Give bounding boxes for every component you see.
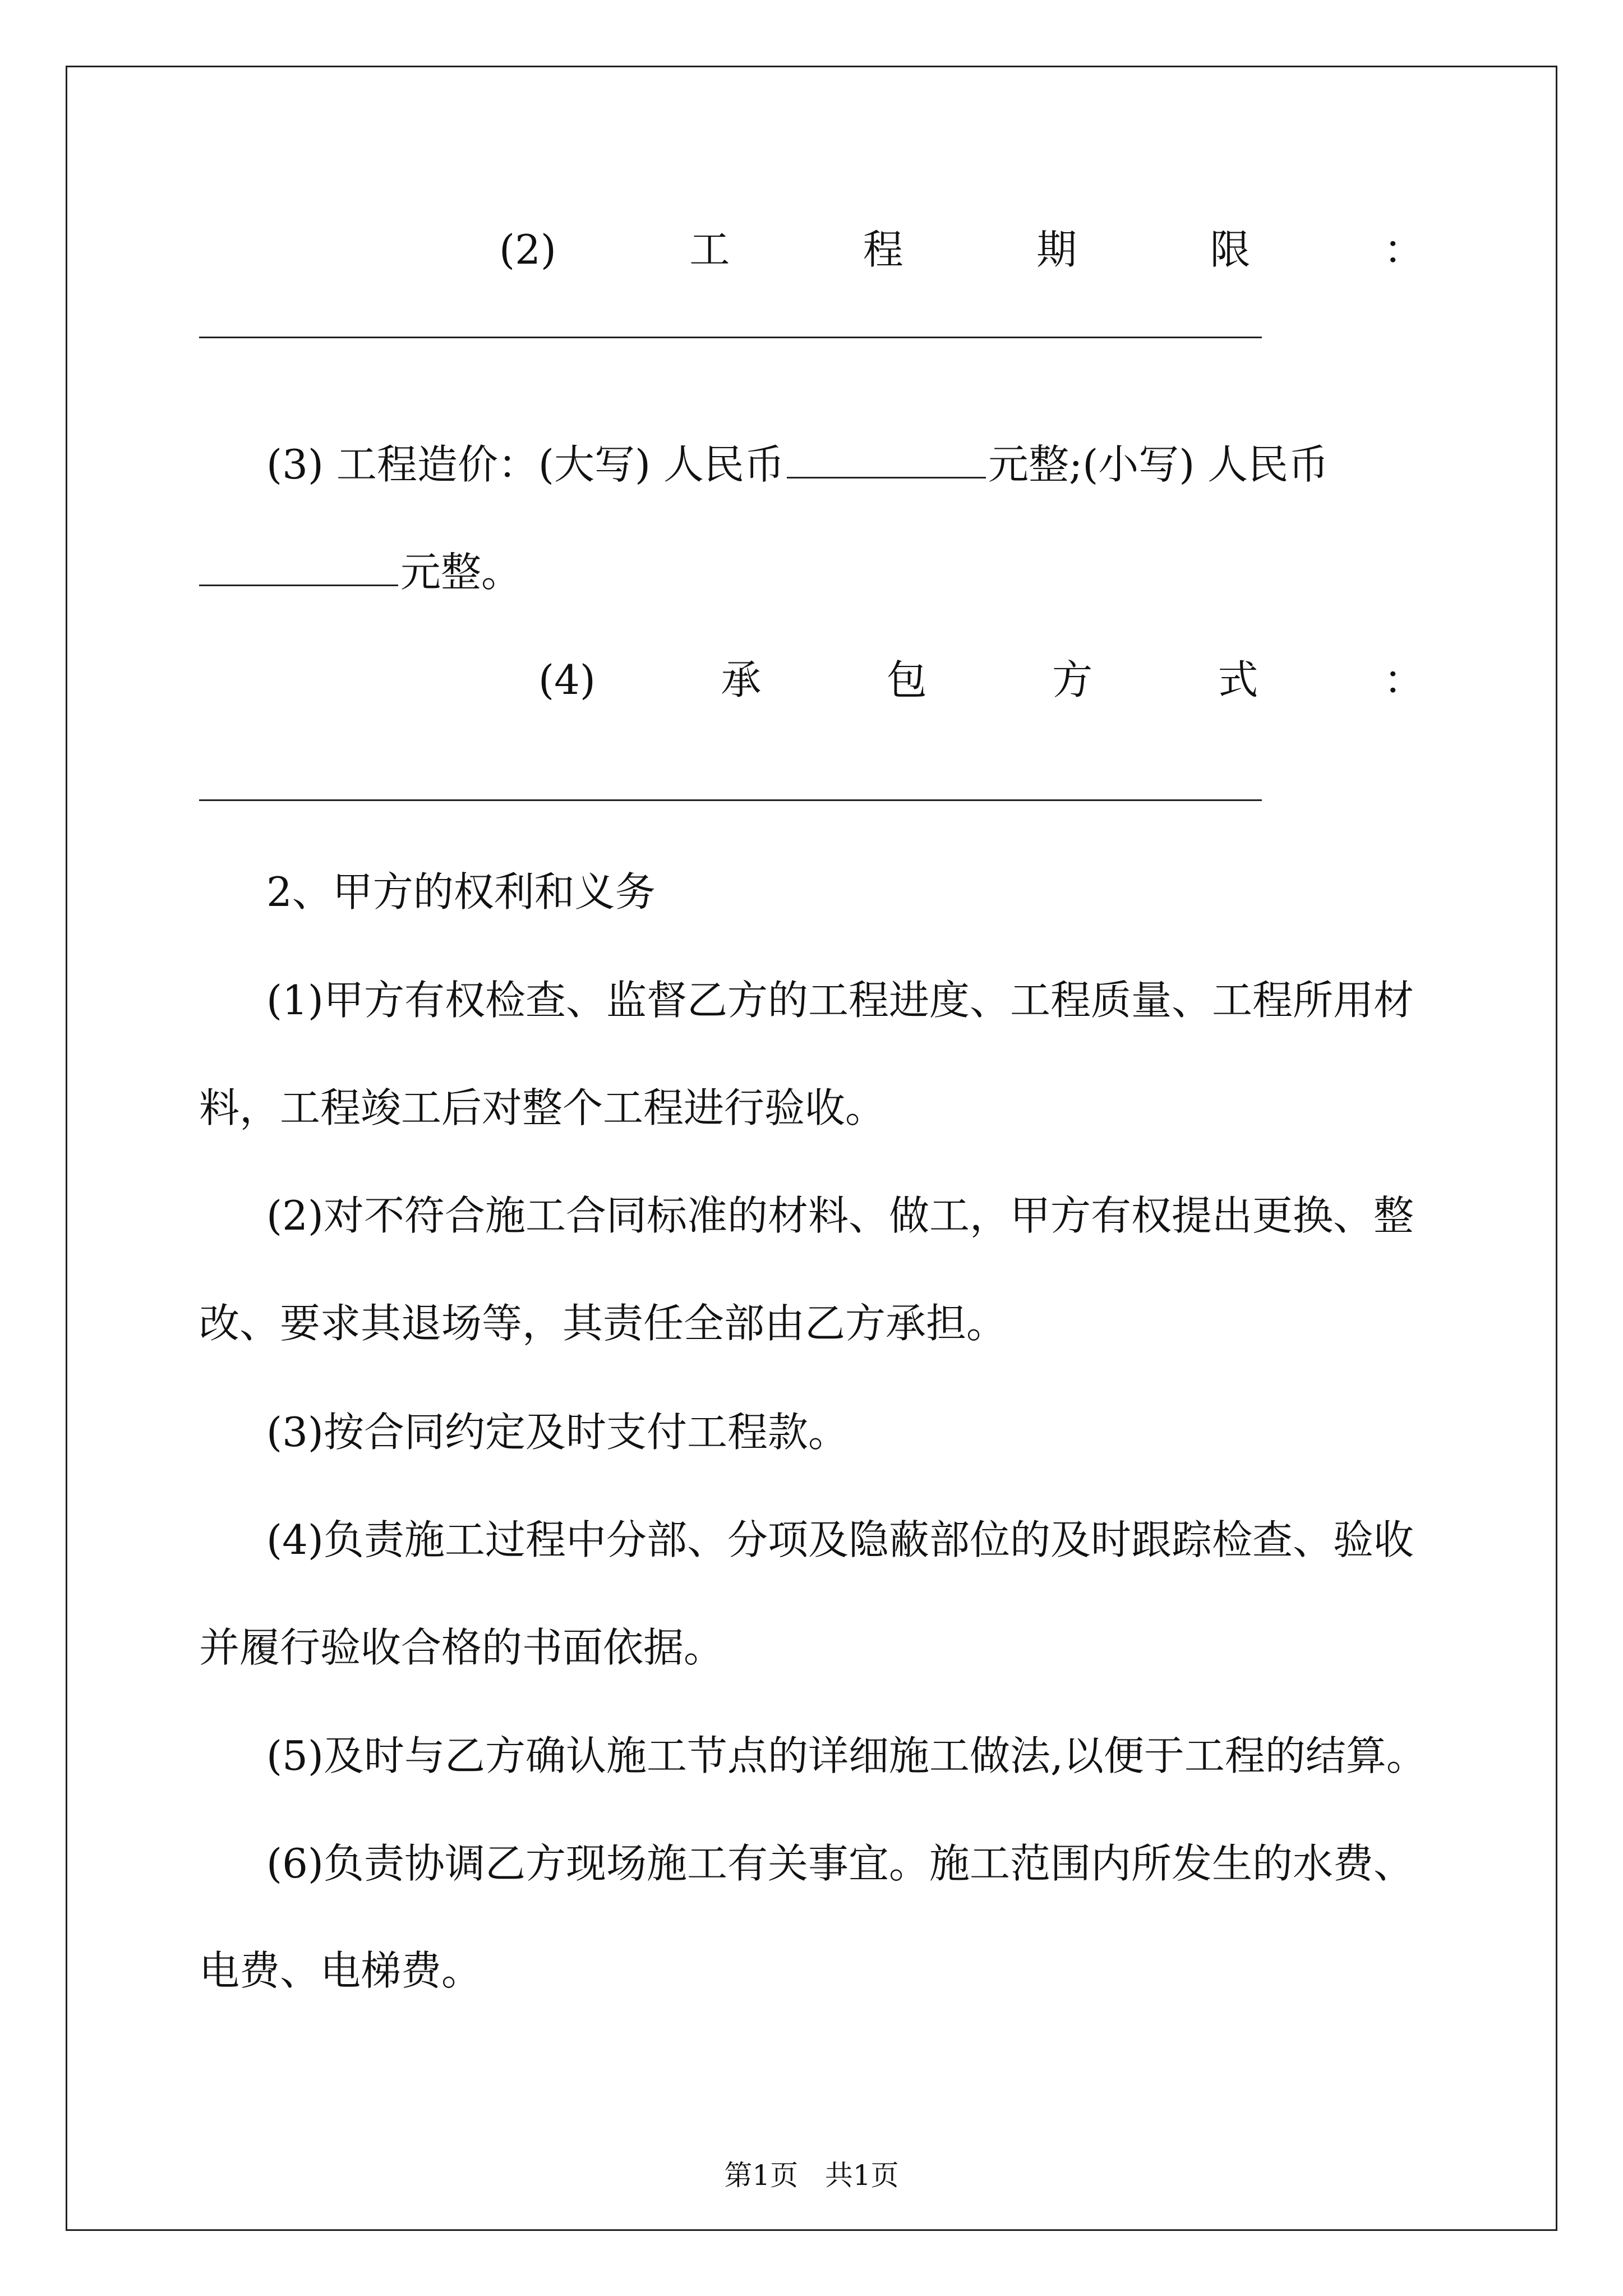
item-period-number: (2) (499, 226, 556, 273)
section2-p2-line2: 改、要求其退场等，其责任全部由乙方承担。 (199, 1300, 1007, 1347)
item-method-char: 包 (886, 656, 927, 703)
page-border (66, 66, 1557, 2231)
item-period-char: 期 (1036, 226, 1077, 273)
item-method-blank-rule (199, 799, 1262, 801)
item-price-line-1 (266, 439, 1424, 490)
item-method-number: (4) (538, 656, 596, 703)
section2-p4-line1: (4)负责施工过程中分部、分项及隐蔽部位的及时跟踪检查、验收 (266, 1516, 1414, 1563)
item-period-blank-rule (199, 337, 1262, 338)
item-period-line (499, 224, 1424, 275)
item-price-text-c: 元整。 (400, 549, 522, 596)
section2-p5: (5)及时与乙方确认施工节点的详细施工做法,以便于工程的结算。 (266, 1732, 1427, 1779)
section2-p1-line2: 料，工程竣工后对整个工程进行验收。 (199, 1084, 886, 1131)
item-price-text-b: 元整;(小写) 人民币 (988, 441, 1329, 488)
section2-p4-line2: 并履行验收合格的书面依据。 (199, 1624, 725, 1671)
item-price-text-a: (3) 工程造价：(大写) 人民币 (266, 441, 785, 488)
section2-p3: (3)按合同约定及时支付工程款。 (266, 1409, 849, 1456)
item-period-char: 限 (1210, 226, 1251, 273)
item-price-line-2 (199, 547, 1424, 597)
price-lowercase-blank (199, 585, 398, 586)
page-footer: 第1页 共1页 (724, 2159, 899, 2192)
item-method-char: 承 (721, 656, 762, 703)
section2-p1-line1: (1)甲方有权检查、监督乙方的工程进度、工程质量、工程所用材 (266, 977, 1414, 1024)
item-method-char: 式 (1218, 656, 1258, 703)
item-period-char: 工 (689, 226, 730, 273)
section2-p2-line1: (2)对不符合施工合同标准的材料、做工，甲方有权提出更换、整 (266, 1192, 1414, 1239)
section2-p6-line2: 电费、电梯费。 (199, 1947, 482, 1994)
price-uppercase-blank (787, 477, 986, 478)
section2-p6-line1: (6)负责协调乙方现场施工有关事宜。施工范围内所发生的水费、 (266, 1840, 1414, 1887)
item-method-char: ： (1383, 656, 1424, 703)
item-method-char: 方 (1052, 656, 1093, 703)
section2-heading: 2、甲方的权利和义务 (266, 868, 656, 915)
item-period-char: ： (1383, 226, 1424, 273)
item-method-line (538, 655, 1424, 705)
item-period-char: 程 (863, 226, 903, 273)
